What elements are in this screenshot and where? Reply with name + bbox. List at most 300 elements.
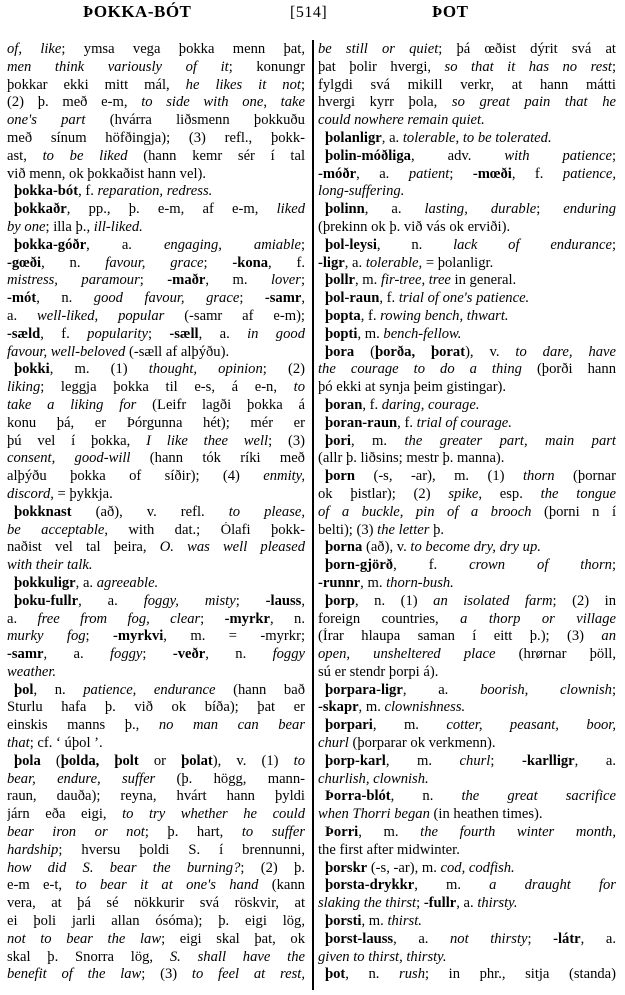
definition-text: lack of endurance bbox=[453, 236, 612, 253]
definition-text: to become dry, dry up. bbox=[410, 539, 541, 556]
text-line bbox=[318, 112, 616, 130]
body-text: , n. (1) bbox=[355, 592, 434, 609]
definition-text: not to bear the law bbox=[7, 930, 162, 947]
body-text: þ. bbox=[429, 521, 445, 538]
body-text: fylgdi svá mikill verkr, at hann mátti bbox=[318, 76, 616, 93]
definition-text: liking bbox=[7, 379, 41, 396]
definition-text: hardship bbox=[7, 841, 59, 858]
text-line bbox=[318, 611, 616, 629]
headword: þora bbox=[325, 343, 355, 360]
text-line bbox=[7, 913, 305, 931]
body-text: ; leggja þokka til e-s, á e-n, bbox=[40, 379, 294, 396]
headword: -skapr bbox=[318, 699, 359, 716]
headword: Þorra-blót bbox=[325, 788, 391, 805]
body-text: (hann kemr sér í tal bbox=[127, 147, 305, 164]
body-text: ; hversu þoldi S. í brennunni, bbox=[58, 841, 305, 858]
headword: þolin-móðliga bbox=[325, 147, 411, 164]
text-line bbox=[7, 59, 305, 77]
headword: þorp-karl bbox=[325, 752, 386, 769]
definition-text: how did S. bear the burning? bbox=[7, 859, 241, 876]
body-text: skal þ. Snorra lög, bbox=[7, 948, 170, 965]
body-text: ; in phr., sitja (standa) bbox=[425, 966, 616, 983]
body-text: , n. bbox=[33, 681, 84, 698]
text-line bbox=[7, 112, 305, 130]
body-text: járn eða eigi, bbox=[7, 806, 123, 823]
body-text: ; bbox=[235, 592, 266, 609]
text-line bbox=[7, 397, 305, 415]
body-text: ; bbox=[300, 76, 305, 93]
definition-text: to feel at rest, bbox=[191, 966, 305, 983]
body-text: konu þá, er Þórgunna hét); mér er bbox=[7, 414, 305, 431]
body-text: a. bbox=[7, 307, 38, 324]
text-line bbox=[318, 290, 616, 308]
body-text: , n. bbox=[41, 254, 106, 271]
body-text: (hann bað bbox=[215, 681, 305, 698]
body-text: ( bbox=[40, 752, 61, 769]
body-text: , n. bbox=[345, 966, 400, 983]
body-text: ( bbox=[354, 343, 375, 360]
definition-text: the greater part, main part bbox=[404, 432, 616, 449]
headword: -lauss bbox=[265, 592, 302, 609]
definition-text: daring, courage. bbox=[381, 396, 480, 413]
definition-text: of a buckle, pin of a brooch bbox=[318, 503, 532, 520]
headword: -sæll bbox=[169, 325, 199, 342]
headword: þol-raun bbox=[325, 290, 380, 307]
body-text: ; bbox=[611, 681, 616, 698]
text-line bbox=[7, 682, 305, 700]
text-line bbox=[7, 575, 305, 593]
column-divider bbox=[312, 40, 314, 990]
text-line bbox=[318, 77, 616, 95]
body-text: (-s, -ar), m. bbox=[367, 859, 441, 876]
headword: þolinn bbox=[325, 201, 365, 218]
headword: þola bbox=[14, 752, 41, 769]
text-line bbox=[318, 949, 616, 967]
text-line bbox=[7, 308, 305, 326]
headword: þorskr bbox=[325, 859, 368, 876]
definition-text: thirst. bbox=[387, 913, 422, 930]
text-line bbox=[318, 557, 616, 575]
headword: -karlligr bbox=[521, 752, 575, 769]
body-text: ; bbox=[147, 325, 170, 342]
body-text: , a. bbox=[381, 129, 403, 146]
body-text: þat þolir hvergi, bbox=[318, 58, 445, 75]
definition-text: trial of courage. bbox=[416, 414, 512, 431]
text-line bbox=[318, 379, 616, 397]
body-text: , m. bbox=[414, 877, 490, 894]
definition-text: cotter, peasant, boor, bbox=[446, 717, 616, 734]
text-line bbox=[7, 806, 305, 824]
body-text: (að), v. bbox=[362, 539, 411, 556]
text-line bbox=[7, 94, 305, 112]
text-line bbox=[7, 148, 305, 166]
body-text: ast, bbox=[7, 147, 43, 164]
headword: þolanligr bbox=[325, 129, 382, 146]
body-text: ; bbox=[139, 272, 168, 289]
body-text: Sturlu hafa þ. við ok bíða); þat er bbox=[7, 699, 305, 716]
definition-text: favour, grace bbox=[105, 254, 204, 271]
definition-text: benefit of the law bbox=[7, 966, 142, 983]
text-line bbox=[318, 771, 616, 789]
text-line bbox=[7, 344, 305, 362]
body-text: þú vel í þokka, bbox=[7, 432, 147, 449]
text-line bbox=[7, 753, 305, 771]
headword: -ligr bbox=[318, 254, 345, 271]
body-text: ; þ. hart, bbox=[144, 824, 242, 841]
body-text: ; ymsa vega þokka menn þat, bbox=[61, 41, 305, 57]
definition-text: long-suffering. bbox=[318, 183, 405, 200]
text-line bbox=[318, 219, 616, 237]
definition-text: take a liking for bbox=[7, 396, 137, 413]
text-line bbox=[318, 966, 616, 984]
definition-text: an isolated farm bbox=[433, 592, 553, 609]
definition-text: to try whether he could bbox=[122, 806, 305, 823]
body-text: , a. bbox=[580, 930, 616, 947]
body-text: ), v. bbox=[465, 343, 516, 360]
body-text: , n. bbox=[390, 788, 462, 805]
body-text: , a. bbox=[198, 325, 248, 342]
definition-text: trial of one's patience. bbox=[398, 290, 530, 307]
text-line bbox=[318, 735, 616, 753]
text-line bbox=[7, 77, 305, 95]
definition-text: no man can bear bbox=[158, 717, 305, 734]
body-text: , n. bbox=[36, 290, 94, 307]
text-line bbox=[318, 913, 616, 931]
body-text: , f. bbox=[511, 165, 563, 182]
body-text: þokkar ekki mitt mál, bbox=[7, 76, 186, 93]
definition-text: lover bbox=[270, 272, 301, 289]
text-line bbox=[318, 361, 616, 379]
definition-text: a draught for bbox=[489, 877, 616, 894]
definition-text: thirsty. bbox=[477, 895, 518, 912]
headword: -myrkr bbox=[224, 610, 271, 627]
text-line bbox=[318, 788, 616, 806]
definition-text: the tongue bbox=[540, 485, 616, 502]
headword: þoran bbox=[325, 396, 363, 413]
text-line bbox=[318, 468, 616, 486]
text-line bbox=[318, 272, 616, 290]
definition-text: to suffer bbox=[241, 824, 305, 841]
headword: þorpara-ligr bbox=[325, 681, 403, 698]
body-text: the first after midwinter. bbox=[318, 841, 460, 858]
definition-text: bench-fellow. bbox=[383, 325, 462, 342]
body-text: (kann bbox=[258, 877, 305, 894]
body-text: , bbox=[301, 592, 305, 609]
text-line bbox=[318, 166, 616, 184]
body-text: , n. bbox=[376, 236, 454, 253]
definition-text: foggy bbox=[109, 646, 143, 663]
body-text: vera, at þá sé nökkurir svá röskvir, at bbox=[7, 895, 305, 912]
text-line bbox=[7, 699, 305, 717]
body-text: , a. bbox=[356, 165, 409, 182]
definition-text: S. shall have the bbox=[169, 948, 305, 965]
text-line bbox=[7, 290, 305, 308]
definition-text: thorn-bush. bbox=[386, 574, 454, 591]
text-line bbox=[318, 664, 616, 682]
text-line bbox=[7, 628, 305, 646]
text-line bbox=[318, 486, 616, 504]
headword: þollr bbox=[325, 272, 355, 289]
text-line bbox=[7, 326, 305, 344]
definition-text: cod, codfish. bbox=[440, 859, 515, 876]
headword: þorsti bbox=[325, 913, 362, 930]
body-text: , bbox=[301, 290, 305, 307]
body-text: ; bbox=[142, 646, 173, 663]
text-line bbox=[318, 41, 616, 59]
body-text: ; þá œðist dýrit svá at bbox=[438, 41, 616, 57]
headword: þoku-fullr bbox=[14, 592, 79, 609]
definition-text: when Thorri began bbox=[318, 806, 430, 823]
body-text: ; eigi skal þat, ok bbox=[161, 930, 305, 947]
text-line bbox=[318, 682, 616, 700]
definition-text: to bbox=[293, 752, 305, 769]
body-text: (hrørnar þöll, bbox=[495, 646, 616, 663]
running-head-left: ÞOKKA-BÓT bbox=[83, 2, 192, 21]
headword: þolat bbox=[181, 752, 213, 769]
headword: -sæld bbox=[7, 325, 41, 342]
definition-text: well-liked, popular bbox=[37, 307, 165, 324]
body-text: , m. bbox=[360, 574, 387, 591]
text-line bbox=[7, 361, 305, 379]
text-line bbox=[7, 966, 305, 984]
definition-text: so great pain that he bbox=[451, 94, 616, 111]
body-text: a. bbox=[7, 610, 38, 627]
definition-text: of, like bbox=[7, 41, 62, 57]
body-text: ok þistlar); (2) bbox=[318, 485, 449, 502]
body-text: , f. bbox=[268, 254, 305, 271]
body-text: , f. bbox=[40, 325, 88, 342]
body-text: , m. bbox=[372, 717, 447, 734]
body-text: (þornar bbox=[554, 468, 616, 485]
headword: -veðr bbox=[172, 646, 206, 663]
definition-text: thought, opinion bbox=[148, 361, 263, 378]
definition-text: rowing bench, thwart. bbox=[380, 307, 509, 324]
body-text: ; bbox=[449, 165, 473, 182]
body-text: (-s, -ar), m. (1) bbox=[355, 468, 523, 485]
body-text: , a. bbox=[456, 895, 478, 912]
definition-text: one's part bbox=[7, 112, 86, 129]
headword: þokki bbox=[14, 361, 50, 378]
text-line bbox=[7, 486, 305, 504]
definition-text: to be liked bbox=[42, 147, 128, 164]
body-text: ; bbox=[300, 236, 305, 253]
body-text: , = þolanligr. bbox=[418, 254, 494, 271]
headword: þorna bbox=[325, 539, 363, 556]
definition-text: patient bbox=[408, 165, 450, 182]
text-line bbox=[7, 646, 305, 664]
definition-text: given to thirst, thirsty. bbox=[318, 948, 447, 965]
definition-text: a thorp or village bbox=[460, 610, 616, 627]
body-text: (Leifr lagði þokka á bbox=[136, 396, 305, 413]
headword: þori bbox=[325, 432, 351, 449]
body-text: ; bbox=[611, 58, 616, 75]
headword: -runnr bbox=[318, 574, 361, 591]
body-text: , m. = -myrkr; bbox=[163, 628, 305, 645]
text-line bbox=[7, 201, 305, 219]
text-line bbox=[7, 860, 305, 878]
definition-text: to side with one bbox=[141, 94, 264, 111]
definition-text: so that it has no rest bbox=[444, 58, 612, 75]
text-line bbox=[7, 895, 305, 913]
text-line bbox=[7, 255, 305, 273]
body-text: ei þoli jarli allan ósóma); þ. eigi lög, bbox=[7, 913, 305, 930]
text-line bbox=[318, 94, 616, 112]
text-line bbox=[7, 931, 305, 949]
body-text: , a. bbox=[78, 592, 144, 609]
text-line bbox=[7, 611, 305, 629]
text-line bbox=[318, 397, 616, 415]
definition-text: not thirsty bbox=[450, 930, 528, 947]
text-line bbox=[318, 308, 616, 326]
definition-text: patience, endurance bbox=[83, 681, 216, 698]
body-text: (þ. högg, mann- bbox=[155, 770, 305, 787]
headword: -samr bbox=[7, 646, 44, 663]
definition-text: with patience bbox=[504, 147, 612, 164]
text-line bbox=[7, 450, 305, 468]
body-text: þó ekki at synja þeim gistingar). bbox=[318, 379, 507, 396]
body-text: , f. bbox=[379, 290, 399, 307]
body-text: (þorparar ok verkmenn). bbox=[348, 735, 496, 752]
text-line bbox=[318, 824, 616, 842]
body-text: , adv. bbox=[410, 147, 505, 164]
definition-text: boorish, clownish bbox=[480, 681, 612, 698]
text-line bbox=[318, 806, 616, 824]
body-text: (-samr af e-m); bbox=[164, 307, 305, 324]
left-column bbox=[7, 41, 305, 984]
body-text: (þorði hann bbox=[521, 361, 616, 378]
definition-text: enmity, bbox=[263, 468, 305, 485]
headword: þorn bbox=[325, 468, 356, 485]
definition-text: the fourth winter month, bbox=[420, 824, 616, 841]
text-line bbox=[318, 326, 616, 344]
definition-text: agreeable. bbox=[96, 574, 159, 591]
body-text: , m. bbox=[205, 272, 271, 289]
text-line bbox=[7, 166, 305, 184]
text-line bbox=[318, 575, 616, 593]
body-text: (hann tók ríki með bbox=[130, 450, 305, 467]
body-text: , a. bbox=[364, 201, 425, 218]
definition-text: I like thee well bbox=[146, 432, 269, 449]
body-text: , m. bbox=[358, 824, 421, 841]
definition-text: to bear it at one's hand bbox=[75, 877, 259, 894]
body-text: , a. bbox=[393, 930, 450, 947]
text-line bbox=[7, 433, 305, 451]
body-text: , = þykkja. bbox=[50, 485, 113, 502]
body-text: ; bbox=[536, 201, 564, 218]
text-line bbox=[318, 504, 616, 522]
body-text: , m. bbox=[357, 325, 384, 342]
text-line bbox=[7, 557, 305, 575]
text-line bbox=[7, 593, 305, 611]
headword: þokkuligr bbox=[14, 574, 76, 591]
definition-text: to please, bbox=[228, 503, 305, 520]
definition-text: the great sacrifice bbox=[461, 788, 616, 805]
definition-text: good favour, grace bbox=[93, 290, 240, 307]
definition-text: tolerable bbox=[365, 254, 419, 271]
headword: -myrkvi bbox=[113, 628, 164, 645]
headword: þorst-lauss bbox=[325, 930, 394, 947]
body-text: (allr þ. liðsins; mestr þ. manna). bbox=[318, 450, 505, 467]
definition-text: tolerable, to be tolerated. bbox=[402, 129, 552, 146]
definition-text: foggy bbox=[272, 646, 305, 663]
body-text: ; bbox=[416, 895, 424, 912]
body-text: , m. bbox=[385, 752, 460, 769]
definition-text: take bbox=[280, 94, 305, 111]
definition-text: spike bbox=[448, 485, 479, 502]
definition-text: churl bbox=[318, 735, 349, 752]
definition-text: to dare, have bbox=[515, 343, 616, 360]
headword: -mœði bbox=[472, 165, 512, 182]
text-line bbox=[7, 41, 305, 59]
body-text: ; cf. ‘ úþol ’. bbox=[29, 735, 103, 752]
definition-text: mistress, paramour bbox=[7, 272, 140, 289]
definition-text: foggy, misty bbox=[143, 592, 236, 609]
body-text: , m. bbox=[355, 272, 381, 289]
headword: þokka-góðr bbox=[14, 236, 87, 253]
headword: þot bbox=[325, 966, 346, 983]
headword: þorða, þorat bbox=[374, 343, 466, 360]
definition-text: men think variously of it bbox=[7, 58, 229, 75]
body-text: ; bbox=[85, 628, 114, 645]
text-line bbox=[318, 753, 616, 771]
definition-text: lasting, durable bbox=[424, 201, 537, 218]
body-text: ; (2) bbox=[262, 361, 305, 378]
body-text: , f. bbox=[397, 414, 417, 431]
body-text: ; bbox=[239, 290, 265, 307]
body-text: ; illa þ., bbox=[45, 218, 94, 235]
body-text: , a. bbox=[402, 681, 481, 698]
text-line bbox=[7, 824, 305, 842]
definition-text: by one bbox=[7, 218, 46, 235]
text-line bbox=[7, 219, 305, 237]
headword: þokknast bbox=[14, 503, 72, 520]
body-text: (hvárra liðsmenn þokkuðu bbox=[85, 112, 305, 129]
body-text: sú er stendr þorpi á). bbox=[318, 663, 439, 680]
body-text: ; bbox=[490, 752, 522, 769]
right-column bbox=[318, 41, 616, 984]
body-text: or bbox=[138, 752, 182, 769]
text-line bbox=[318, 415, 616, 433]
definition-text: clownishness. bbox=[384, 699, 466, 716]
definition-text: discord bbox=[7, 485, 51, 502]
text-line bbox=[7, 771, 305, 789]
body-text: hvergi kyrr þola, bbox=[318, 94, 452, 111]
definition-text: O. was well pleased bbox=[159, 539, 305, 556]
text-line bbox=[7, 664, 305, 682]
headword: þopti bbox=[325, 325, 358, 342]
body-text: , f. bbox=[78, 183, 98, 200]
definition-text: reparation, redress. bbox=[97, 183, 213, 200]
definition-text: rush bbox=[399, 966, 425, 983]
text-line bbox=[318, 237, 616, 255]
definition-text: slaking the thirst bbox=[318, 895, 417, 912]
body-text: , m. bbox=[358, 699, 385, 716]
text-line bbox=[318, 130, 616, 148]
headword: þokkaðr bbox=[14, 201, 67, 218]
body-text: , a. bbox=[75, 574, 97, 591]
body-text: ; (3) bbox=[268, 432, 305, 449]
text-line bbox=[7, 735, 305, 753]
definition-text: consent, good-will bbox=[7, 450, 131, 467]
body-text: , pp., þ. e-m, af e-m, bbox=[66, 201, 277, 218]
text-line bbox=[318, 539, 616, 557]
text-line bbox=[318, 931, 616, 949]
body-text: , f. bbox=[362, 396, 382, 413]
definition-text: bear, endure, suffer bbox=[7, 770, 156, 787]
headword: -samr bbox=[264, 290, 302, 307]
text-line bbox=[318, 255, 616, 273]
text-line bbox=[7, 415, 305, 433]
